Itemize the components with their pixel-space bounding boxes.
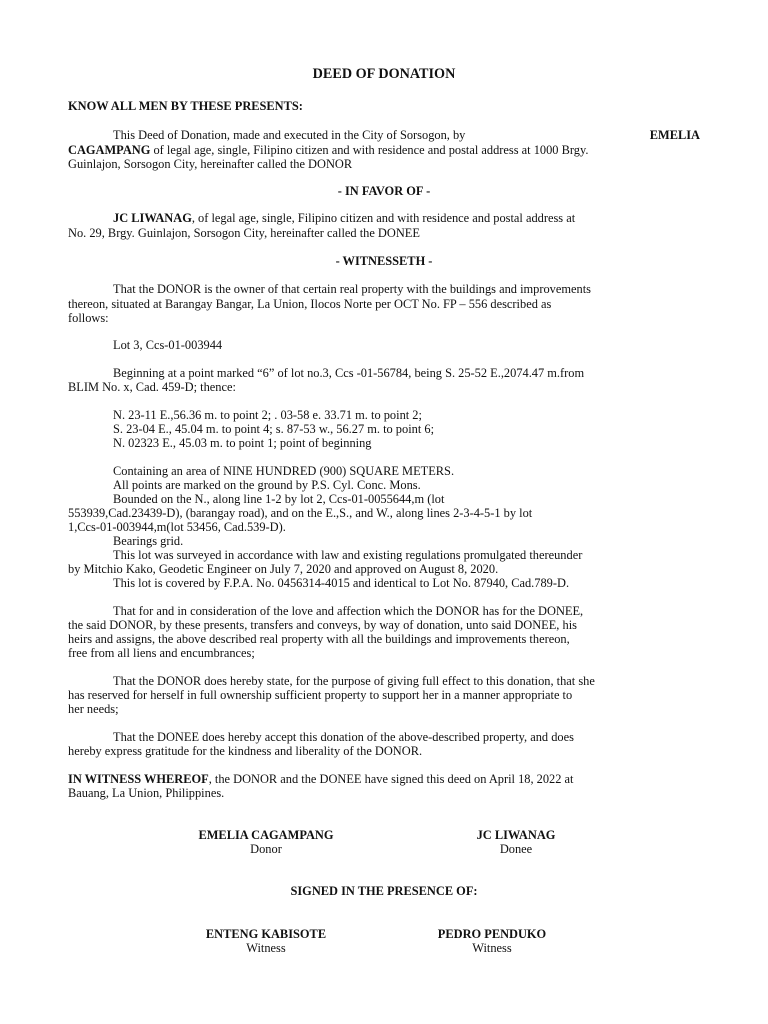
begin-line-2: BLIM No. x, Cad. 459-D; thence: <box>68 380 236 394</box>
document-title: DEED OF DONATION <box>312 66 456 82</box>
p1-line-2 <box>68 143 700 157</box>
in-favor-heading: - IN FAVOR OF - <box>337 184 431 198</box>
signed-presence-heading: SIGNED IN THE PRESENCE OF: <box>290 884 478 898</box>
p4-line-3: heirs and assigns, the above described real property with all the buildings and improvements thereon, <box>68 632 570 646</box>
witness-2-name: PEDRO PENDUKO <box>437 927 547 941</box>
donor-role-label: Donor <box>250 842 282 856</box>
p6-line-2: hereby express gratitude for the kindness and liberality of the DONOR. <box>68 744 423 758</box>
area-line-9: This lot is covered by F.P.A. No. 0456314-4015 and identical to Lot No. 87940, Cad.789-D. <box>113 576 570 590</box>
donee-signature-block <box>456 828 576 856</box>
area-line-6: Bearings grid. <box>113 534 184 548</box>
p1-line-2-text: of legal age, single, Filipino citizen and with residence and postal address at 1000 Brgy. <box>153 143 589 157</box>
donee-name-inline: JC LIWANAG <box>113 211 192 225</box>
donor-name-inline-2: CAGAMPANG <box>68 143 151 157</box>
p2-line-1-text: , of legal age, single, Filipino citizen and with residence and postal address at <box>191 211 576 225</box>
witness-2-role: Witness <box>472 941 512 955</box>
p4-line-2: the said DONOR, by these presents, transfers and conveys, by way of donation, unto said DONEE, his <box>68 618 577 632</box>
p7-line-2: Bauang, La Union, Philippines. <box>68 786 225 800</box>
area-line-7: This lot was surveyed in accordance with law and existing regulations promulgated thereunder <box>113 548 583 562</box>
know-all-heading: KNOW ALL MEN BY THESE PRESENTS: <box>68 99 303 113</box>
p1-line-1-text: This Deed of Donation, made and executed in the City of Sorsogon, by <box>113 128 466 142</box>
p5-line-1: That the DONOR does hereby state, for the purpose of giving full effect to this donation, that she <box>113 674 595 688</box>
p2-line-1 <box>113 211 700 225</box>
witness-1-block <box>196 927 336 955</box>
donee-role-label: Donee <box>499 842 533 856</box>
donor-name-inline-1: EMELIA <box>649 128 700 142</box>
area-line-5: 1,Ccs-01-003944,m(lot 53456, Cad.539-D). <box>68 520 286 534</box>
area-line-3 <box>113 492 700 506</box>
bearing-line-2: S. 23-04 E., 45.04 m. to point 4; s. 87-53 w., 56.27 m. to point 6; <box>113 422 435 436</box>
witness-1-role: Witness <box>246 941 286 955</box>
p6-line-1: That the DONEE does hereby accept this donation of the above-described property, and does <box>113 730 574 744</box>
bearing-line-3: N. 02323 E., 45.03 m. to point 1; point of beginning <box>113 436 372 450</box>
donor-signature-name: EMELIA CAGAMPANG <box>198 828 334 842</box>
witnesseth-heading: - WITNESSETH - <box>335 254 433 268</box>
area-line-2: All points are marked on the ground by P.S. Cyl. Conc. Mons. <box>113 478 421 492</box>
p3-line-2: thereon, situated at Barangay Bangar, La Union, Ilocos Norte per OCT No. FP – 556 described as <box>68 297 552 311</box>
donor-signature-block <box>186 828 346 856</box>
p7-line-1-text: , the DONOR and the DONEE have signed this deed on April 18, 2022 at <box>208 772 574 786</box>
begin-line-1: Beginning at a point marked “6” of lot no.3, Ccs -01-56784, being S. 25-52 E.,2074.47 m.from <box>113 366 585 380</box>
p4-line-1: That for and in consideration of the love and affection which the DONOR has for the DONEE, <box>113 604 584 618</box>
witness-1-name: ENTENG KABISOTE <box>205 927 327 941</box>
bearing-line-1: N. 23-11 E.,56.36 m. to point 2; . 03-58 e. 33.71 m. to point 2; <box>113 408 422 422</box>
lot-line: Lot 3, Ccs-01-003944 <box>113 338 223 352</box>
area-line-3-text: Bounded on the N., along line 1-2 by lot 2, Ccs-01-0055644,m (lot <box>113 492 445 506</box>
p5-line-2: has reserved for herself in full ownership sufficient property to support her in a manner appropriate to <box>68 688 573 702</box>
p3-line-1: That the DONOR is the owner of that certain real property with the buildings and improvements <box>113 282 591 296</box>
area-line-8: by Mitchio Kako, Geodetic Engineer on July 7, 2020 and approved on August 8, 2020. <box>68 562 499 576</box>
p3-line-3: follows: <box>68 311 109 325</box>
witness-2-block <box>422 927 562 955</box>
p7-line-1 <box>68 772 700 786</box>
p5-line-3: her needs; <box>68 702 119 716</box>
p1-line-1 <box>113 128 700 142</box>
p2-line-2: No. 29, Brgy. Guinlajon, Sorsogon City, hereinafter called the DONEE <box>68 226 420 240</box>
area-line-1: Containing an area of NINE HUNDRED (900) SQUARE METERS. <box>113 464 455 478</box>
area-line-4: 553939,Cad.23439-D), (barangay road), and on the E.,S., and W., along lines 2-3-4-5-1 by lot <box>68 506 533 520</box>
p1-line-3: Guinlajon, Sorsogon City, hereinafter called the DONOR <box>68 157 353 171</box>
in-witness-whereof: IN WITNESS WHEREOF <box>68 772 209 786</box>
donee-signature-name: JC LIWANAG <box>476 828 556 842</box>
p4-line-4: free from all liens and encumbrances; <box>68 646 255 660</box>
